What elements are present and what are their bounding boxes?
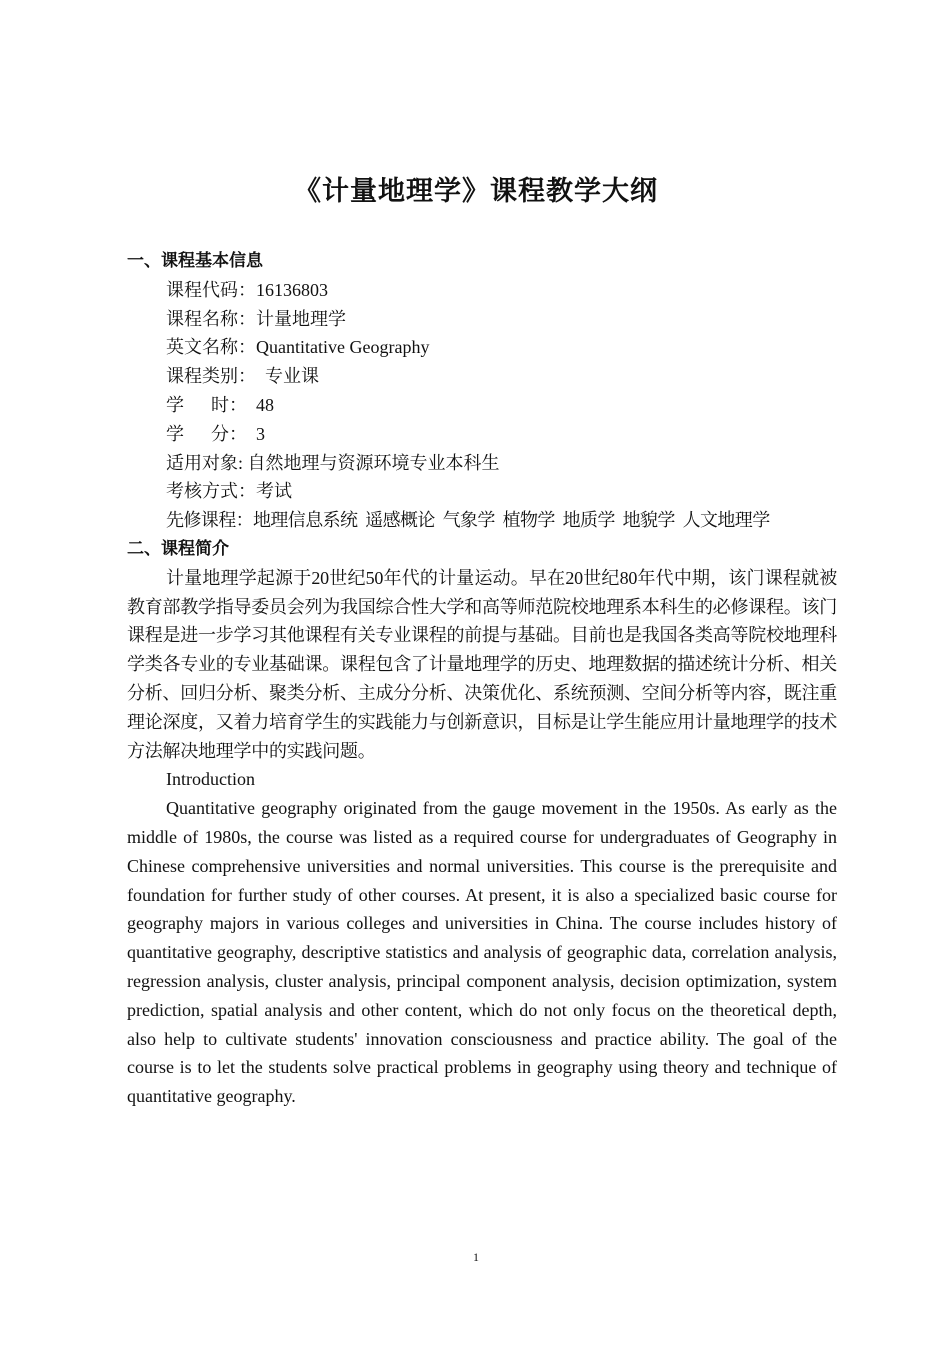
target-students: 适用对象: 自然地理与资源环境专业本科生 [166, 452, 500, 473]
prerequisite-courses: 先修课程：地理信息系统 遥感概论 气象学 植物学 地质学 地貌学 人文地理学 [166, 510, 770, 531]
english-introduction-label: Introduction [166, 769, 255, 790]
course-code: 课程代码：16136803 [166, 279, 328, 300]
page-number: 1 [473, 1250, 479, 1264]
course-credits: 学 分： 3 [166, 423, 265, 444]
document-title: 《计量地理学》课程教学大纲 [294, 176, 658, 207]
course-name: 课程名称：计量地理学 [166, 308, 346, 329]
english-introduction-paragraph: Quantitative geography originated from the gauge movement in the 1950s. As early as the middle of 1980s, the course was listed as a required course for undergraduates of Geography in Chinese comprehensive universities and normal universities. This course is the prerequisite and foundation for further study of other courses. At present, it is also a specialized basic course for geography majors in various colleges and universities in China. The course includes history of quantitative geography, descriptive statistics and analysis of geographic data, correlation analysis, regression analysis, cluster analysis, principal component analysis, decision optimization, system prediction, spatial analysis and other content, which do not only focus on the theoretical depth, also help to cultivate students' innovation consciousness and practice ability. The goal of the course is to let the students solve practical problems in geography using theory and technique of quantitative geography. [127, 798, 837, 1107]
section-heading-basic-info: 一、课程基本信息 [127, 251, 263, 271]
document-body [127, 247, 837, 1111]
english-name: 英文名称：Quantitative Geography [166, 337, 430, 358]
course-type: 课程类别： 专业课 [166, 366, 319, 387]
chinese-introduction-paragraph: 计量地理学起源于20世纪50年代的计量运动。早在20世纪80年代中期，该门课程就被教育部教学指导委员会列为我国综合性大学和高等师范院校地理系本科生的必修课程。该门课程是进一步学习其他课程有关专业课程的前提与基础。目前也是我国各类高等院校地理科学类各专业的专业基础课。课程包含了计量地理学的历史、地理数据的描述统计分析、相关分析、回归分析、聚类分析、主成分分析、决策优化、系统预测、空间分析等内容，既注重理论深度，又着力培育学生的实践能力与创新意识，目标是让学生能应用计量地理学的技术方法解决地理学中的实践问题。 [127, 567, 837, 761]
course-hours: 学 时： 48 [166, 394, 274, 415]
section-heading-introduction: 二、课程简介 [127, 538, 229, 559]
assessment-method: 考核方式：考试 [166, 481, 292, 502]
